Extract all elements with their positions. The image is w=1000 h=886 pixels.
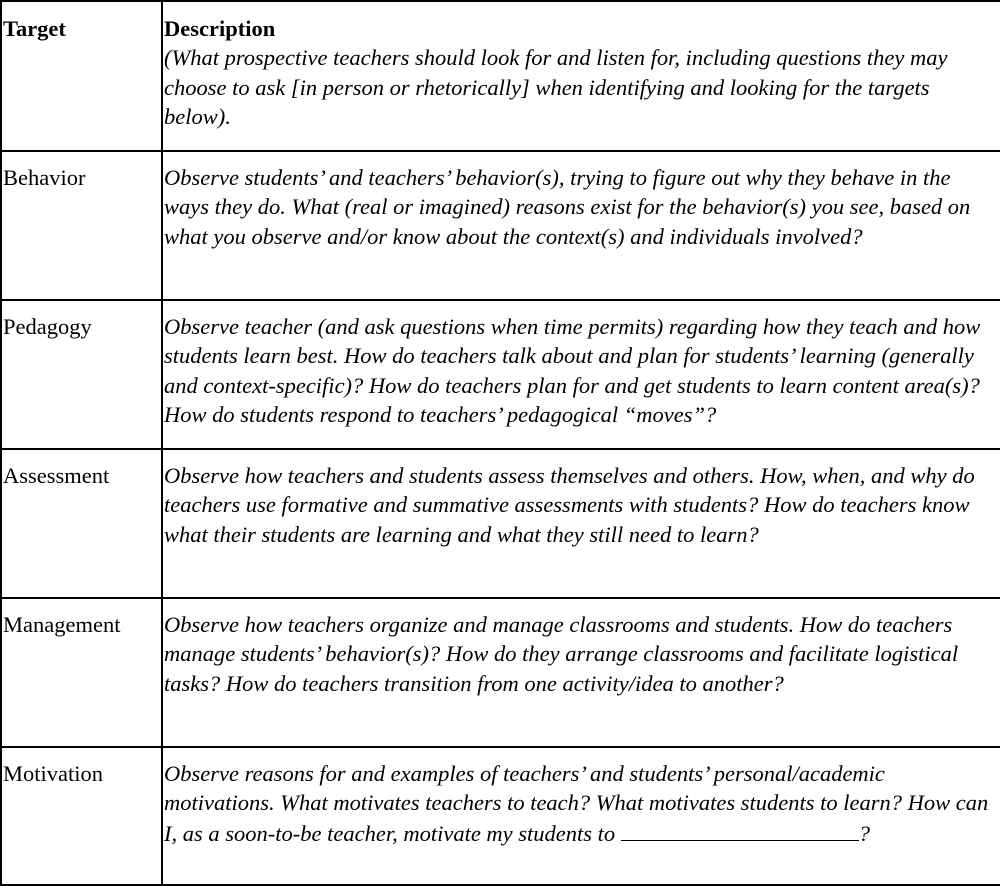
target-label: Management	[3, 612, 121, 637]
description-text: Observe teacher (and ask questions when time permits) regarding how they teach and how students learn best. How do teachers talk about and plan for students’ learning (generally and context-specific)? How do teachers plan for and get students to learn content area(s)? How do students respond to teachers’ pedagogical “moves”?	[164, 314, 981, 428]
target-cell	[1, 300, 162, 449]
description-cell	[162, 300, 1000, 449]
description-cell	[162, 747, 1000, 885]
description-text: Observe how teachers and students assess themselves and others. How, when, and why do teachers use formative and summative assessments with students? How do teachers know what their students are learning and what they still need to learn?	[164, 463, 975, 547]
target-cell	[1, 747, 162, 885]
table-row	[1, 747, 1000, 885]
table-row	[1, 449, 1000, 598]
description-text: Observe reasons for and examples of teachers’ and students’ personal/academic motivations. What motivates teachers to teach? What motivates students to learn? How can I, as a soon-to-be teacher, motivate my students to	[164, 761, 989, 846]
target-label: Motivation	[3, 761, 103, 786]
header-target-cell	[1, 1, 162, 151]
target-cell	[1, 598, 162, 747]
header-target-label: Target	[3, 16, 66, 41]
header-description-cell	[162, 1, 1000, 151]
description-text: Observe how teachers organize and manage classrooms and students. How do teachers manage students’ behavior(s)? How do they arrange classrooms and facilitate logistical tasks? How do teachers transition from one activity/idea to another?	[164, 612, 959, 696]
description-cell	[162, 449, 1000, 598]
table-row	[1, 300, 1000, 449]
target-cell	[1, 449, 162, 598]
target-label: Assessment	[3, 463, 110, 488]
description-cell	[162, 151, 1000, 300]
target-label: Pedagogy	[3, 314, 92, 339]
table-row	[1, 151, 1000, 300]
fill-in-blank-line	[621, 818, 859, 841]
target-label: Behavior	[3, 165, 86, 190]
table-header-row	[1, 1, 1000, 151]
header-description-note: (What prospective teachers should look for and listen for, including questions they may choose to ask [in person or rhetorically] when identifying and looking for the targets below).	[164, 45, 948, 130]
table-row	[1, 598, 1000, 747]
description-end-punctuation: ?	[858, 820, 871, 846]
description-cell	[162, 598, 1000, 747]
target-cell	[1, 151, 162, 300]
description-text: Observe students’ and teachers’ behavior(s), trying to figure out why they behave in the ways they do. What (real or imagined) reasons exist for the behavior(s) you see, based on what you observe and/or know about the context(s) and individuals involved?	[164, 165, 971, 249]
header-description-label: Description	[164, 16, 276, 41]
